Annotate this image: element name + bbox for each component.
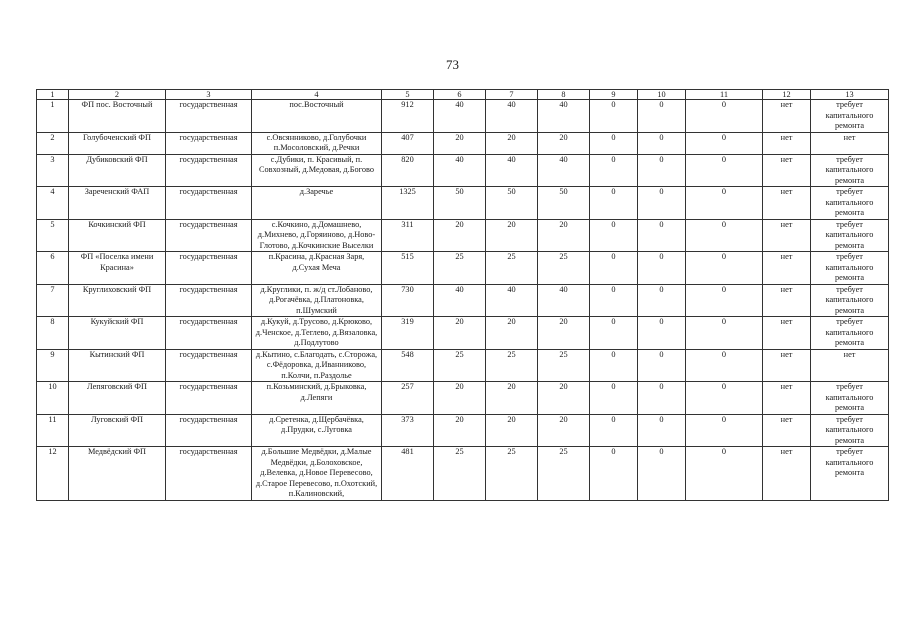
value-cell: 40	[486, 154, 538, 187]
value-cell: 0	[686, 349, 763, 382]
population-cell: 730	[382, 284, 434, 317]
table-row	[37, 187, 889, 220]
value-cell: 40	[434, 284, 486, 317]
row-number-cell: 3	[37, 154, 69, 187]
population-cell: 319	[382, 317, 434, 350]
value-cell: 20	[434, 317, 486, 350]
value-cell: 20	[434, 414, 486, 447]
value-cell: 25	[538, 349, 590, 382]
table-row	[37, 349, 889, 382]
value-cell: 20	[434, 132, 486, 154]
column-number-header: 8	[538, 90, 590, 100]
page-number: 73	[446, 57, 459, 72]
population-cell: 548	[382, 349, 434, 382]
value-cell: 0	[686, 187, 763, 220]
population-cell: 311	[382, 219, 434, 252]
row-number-cell: 7	[37, 284, 69, 317]
table-row	[37, 447, 889, 501]
value-cell: 0	[686, 317, 763, 350]
localities-cell: п.Красина, д.Красная Заря, д.Сухая Меча	[252, 252, 382, 285]
value-cell: 0	[590, 252, 638, 285]
value-cell: 0	[638, 132, 686, 154]
value-cell: 0	[638, 252, 686, 285]
condition-cell: требует капитального ремонта	[811, 317, 889, 350]
row-number-cell: 10	[37, 382, 69, 415]
value-cell: 0	[590, 349, 638, 382]
column-number-header: 1	[37, 90, 69, 100]
availability-cell: нет	[763, 252, 811, 285]
population-cell: 257	[382, 382, 434, 415]
value-cell: 40	[486, 100, 538, 133]
column-number-header: 12	[763, 90, 811, 100]
availability-cell: нет	[763, 100, 811, 133]
value-cell: 40	[538, 100, 590, 133]
condition-cell: требует капитального ремонта	[811, 382, 889, 415]
table-row	[37, 317, 889, 350]
value-cell: 20	[538, 219, 590, 252]
table-row	[37, 284, 889, 317]
value-cell: 25	[486, 447, 538, 501]
table-row	[37, 132, 889, 154]
ownership-cell: государственная	[166, 219, 252, 252]
facility-name-cell: Лепяговский ФП	[69, 382, 166, 415]
ownership-cell: государственная	[166, 132, 252, 154]
column-number-header: 2	[69, 90, 166, 100]
availability-cell: нет	[763, 187, 811, 220]
row-number-cell: 1	[37, 100, 69, 133]
localities-cell: д.Кукуй, д.Трусово, д.Крюково, д.Ченское, д.Теглево, д.Вязаловка, д.Подлутово	[252, 317, 382, 350]
localities-cell: д.Кытино, с.Благодать, с.Сторожа, с.Фёдоровка, д.Иванниково, п.Колчи, п.Раздолье	[252, 349, 382, 382]
localities-cell: д.Заречье	[252, 187, 382, 220]
table-row	[37, 100, 889, 133]
localities-cell: д.Круглики, п. ж/д ст.Лобаново, д.Рогачёвка, д.Платоновка, п.Шумский	[252, 284, 382, 317]
row-number-cell: 4	[37, 187, 69, 220]
value-cell: 20	[538, 414, 590, 447]
value-cell: 0	[590, 382, 638, 415]
column-number-header: 3	[166, 90, 252, 100]
row-number-cell: 6	[37, 252, 69, 285]
value-cell: 0	[638, 414, 686, 447]
value-cell: 50	[538, 187, 590, 220]
value-cell: 0	[590, 100, 638, 133]
value-cell: 0	[686, 219, 763, 252]
facility-name-cell: Кочкинский ФП	[69, 219, 166, 252]
condition-cell: требует капитального ремонта	[811, 252, 889, 285]
value-cell: 40	[486, 284, 538, 317]
row-number-cell: 12	[37, 447, 69, 501]
localities-cell: с.Дубики, п. Красивый, п. Совхозный, д.Медовая, д.Богово	[252, 154, 382, 187]
table-row	[37, 219, 889, 252]
value-cell: 0	[590, 284, 638, 317]
row-number-cell: 5	[37, 219, 69, 252]
value-cell: 25	[538, 252, 590, 285]
value-cell: 20	[434, 382, 486, 415]
value-cell: 20	[434, 219, 486, 252]
value-cell: 0	[686, 252, 763, 285]
population-cell: 373	[382, 414, 434, 447]
localities-cell: пос.Восточный	[252, 100, 382, 133]
value-cell: 0	[638, 154, 686, 187]
column-number-header: 11	[686, 90, 763, 100]
value-cell: 0	[686, 382, 763, 415]
value-cell: 40	[434, 100, 486, 133]
condition-cell: требует капитального ремонта	[811, 284, 889, 317]
value-cell: 0	[590, 132, 638, 154]
ownership-cell: государственная	[166, 349, 252, 382]
value-cell: 0	[686, 132, 763, 154]
population-cell: 481	[382, 447, 434, 501]
value-cell: 20	[486, 414, 538, 447]
condition-cell: нет	[811, 349, 889, 382]
column-number-header: 13	[811, 90, 889, 100]
ownership-cell: государственная	[166, 187, 252, 220]
value-cell: 0	[638, 219, 686, 252]
value-cell: 50	[486, 187, 538, 220]
value-cell: 0	[686, 414, 763, 447]
condition-cell: требует капитального ремонта	[811, 154, 889, 187]
population-cell: 912	[382, 100, 434, 133]
value-cell: 0	[686, 100, 763, 133]
value-cell: 0	[686, 447, 763, 501]
population-cell: 407	[382, 132, 434, 154]
availability-cell: нет	[763, 132, 811, 154]
ownership-cell: государственная	[166, 414, 252, 447]
facility-name-cell: Зареченский ФАП	[69, 187, 166, 220]
ownership-cell: государственная	[166, 252, 252, 285]
condition-cell: требует капитального ремонта	[811, 187, 889, 220]
population-cell: 515	[382, 252, 434, 285]
ownership-cell: государственная	[166, 317, 252, 350]
facilities-table	[36, 89, 889, 501]
value-cell: 0	[638, 284, 686, 317]
localities-cell: с.Кочкино, д.Домашнево, д.Михнево, д.Горяиново, д.Ново-Глотово, д.Кочкинские Выселки	[252, 219, 382, 252]
row-number-cell: 9	[37, 349, 69, 382]
value-cell: 0	[638, 382, 686, 415]
value-cell: 0	[590, 414, 638, 447]
facility-name-cell: Медвёдский ФП	[69, 447, 166, 501]
value-cell: 25	[434, 252, 486, 285]
condition-cell: нет	[811, 132, 889, 154]
value-cell: 20	[486, 382, 538, 415]
row-number-cell: 8	[37, 317, 69, 350]
column-number-header: 5	[382, 90, 434, 100]
column-number-header: 7	[486, 90, 538, 100]
facility-name-cell: Дубиковский ФП	[69, 154, 166, 187]
value-cell: 20	[486, 317, 538, 350]
value-cell: 0	[638, 317, 686, 350]
facility-name-cell: Луговский ФП	[69, 414, 166, 447]
column-number-header: 9	[590, 90, 638, 100]
value-cell: 20	[486, 219, 538, 252]
table-row	[37, 414, 889, 447]
column-number-header: 10	[638, 90, 686, 100]
ownership-cell: государственная	[166, 154, 252, 187]
ownership-cell: государственная	[166, 284, 252, 317]
population-cell: 1325	[382, 187, 434, 220]
localities-cell: д.Сретенка, д.Щербачёвка, д.Прудки, с.Луговка	[252, 414, 382, 447]
availability-cell: нет	[763, 349, 811, 382]
value-cell: 40	[434, 154, 486, 187]
value-cell: 0	[590, 219, 638, 252]
value-cell: 20	[486, 132, 538, 154]
value-cell: 50	[434, 187, 486, 220]
value-cell: 25	[538, 447, 590, 501]
localities-cell: д.Большие Медвёдки, д.Малые Медвёдки, д.Болоховское, д.Велевка, д.Новое Перевесово, д.Старое Перевесово, п.Охотский, п.Калиновский,	[252, 447, 382, 501]
condition-cell: требует капитального ремонта	[811, 447, 889, 501]
value-cell: 0	[638, 100, 686, 133]
value-cell: 25	[486, 349, 538, 382]
table-row	[37, 382, 889, 415]
ownership-cell: государственная	[166, 100, 252, 133]
value-cell: 0	[590, 187, 638, 220]
facility-name-cell: ФП пос. Восточный	[69, 100, 166, 133]
value-cell: 25	[434, 349, 486, 382]
header-row	[37, 90, 889, 100]
availability-cell: нет	[763, 219, 811, 252]
ownership-cell: государственная	[166, 382, 252, 415]
facility-name-cell: Кукуйский ФП	[69, 317, 166, 350]
availability-cell: нет	[763, 154, 811, 187]
value-cell: 0	[638, 187, 686, 220]
value-cell: 20	[538, 317, 590, 350]
availability-cell: нет	[763, 447, 811, 501]
facility-name-cell: Голубоченский ФП	[69, 132, 166, 154]
value-cell: 0	[686, 154, 763, 187]
table-row	[37, 252, 889, 285]
value-cell: 0	[686, 284, 763, 317]
availability-cell: нет	[763, 284, 811, 317]
ownership-cell: государственная	[166, 447, 252, 501]
value-cell: 40	[538, 154, 590, 187]
value-cell: 20	[538, 382, 590, 415]
value-cell: 25	[434, 447, 486, 501]
condition-cell: требует капитального ремонта	[811, 414, 889, 447]
row-number-cell: 11	[37, 414, 69, 447]
value-cell: 25	[486, 252, 538, 285]
facility-name-cell: Круглиховский ФП	[69, 284, 166, 317]
value-cell: 40	[538, 284, 590, 317]
value-cell: 20	[538, 132, 590, 154]
availability-cell: нет	[763, 382, 811, 415]
availability-cell: нет	[763, 317, 811, 350]
availability-cell: нет	[763, 414, 811, 447]
facility-name-cell: Кытинский ФП	[69, 349, 166, 382]
value-cell: 0	[590, 447, 638, 501]
localities-cell: с.Овсянниково, д.Голубочки п.Мосоловский, д.Речки	[252, 132, 382, 154]
facility-name-cell: ФП «Поселка имени Красина»	[69, 252, 166, 285]
column-number-header: 6	[434, 90, 486, 100]
value-cell: 0	[638, 447, 686, 501]
value-cell: 0	[590, 154, 638, 187]
column-number-header: 4	[252, 90, 382, 100]
value-cell: 0	[638, 349, 686, 382]
localities-cell: п.Козьминский, д.Брыковка, д.Лепяги	[252, 382, 382, 415]
row-number-cell: 2	[37, 132, 69, 154]
table-row	[37, 154, 889, 187]
population-cell: 820	[382, 154, 434, 187]
condition-cell: требует капитального ремонта	[811, 100, 889, 133]
condition-cell: требует капитального ремонта	[811, 219, 889, 252]
value-cell: 0	[590, 317, 638, 350]
